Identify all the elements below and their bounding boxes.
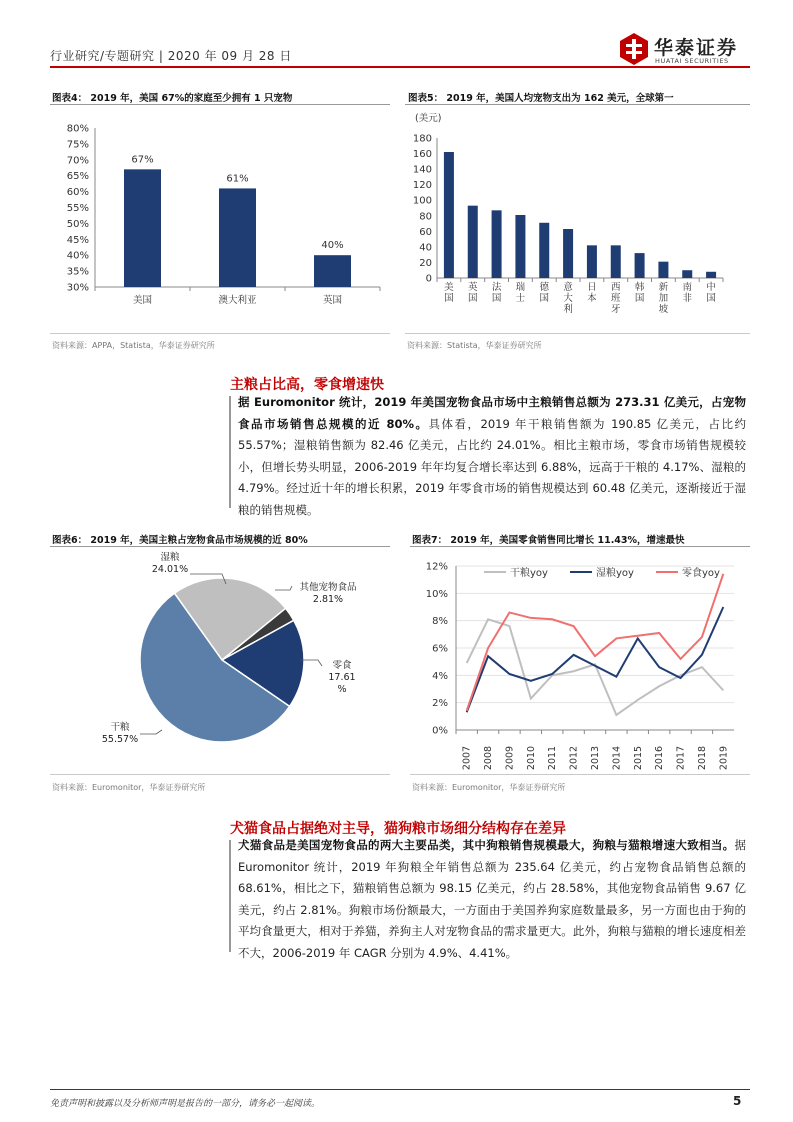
- x-tick-label: 2017: [675, 745, 687, 770]
- y-tick-label: 140: [412, 164, 432, 176]
- fig5-top-rule: [405, 104, 750, 105]
- bar: [124, 169, 161, 287]
- fig7-top-rule: [410, 546, 750, 547]
- bar: [539, 223, 549, 278]
- section2-lead: 犬猫食品是美国宠物食品的两大主要品类，其中狗粮销售规模最大，狗粮与猫粮增速大致相当。: [238, 838, 735, 852]
- y-tick-label: 160: [412, 149, 432, 161]
- header-separator: |: [158, 49, 168, 63]
- brand-name-en: HUATAI SECURITIES: [655, 57, 729, 65]
- legend-label: 湿粮yoy: [596, 568, 634, 579]
- x-tick-label: 2008: [483, 745, 495, 770]
- x-tick-label: 2012: [568, 745, 580, 770]
- bar: [492, 210, 502, 278]
- y-tick-label: 80%: [66, 123, 89, 135]
- fig4-top-rule: [50, 104, 390, 105]
- y-tick-label: 100: [412, 195, 432, 207]
- y-tick-label: 10%: [425, 588, 448, 600]
- bar: [444, 152, 454, 278]
- fig5-source: 资料来源：Statista，华泰证券研究所: [407, 341, 542, 350]
- brand-logo: [620, 33, 750, 69]
- series-line: [467, 619, 724, 715]
- x-tick-label: 中国: [706, 282, 716, 304]
- bar: [515, 215, 525, 278]
- x-tick-label: 日本: [587, 282, 597, 304]
- fig4-chart: [50, 110, 390, 328]
- bar: [706, 272, 716, 278]
- y-tick-label: 50%: [66, 218, 89, 230]
- pie-label-wet: 湿粮 24.01%: [151, 552, 189, 575]
- bar: [468, 206, 478, 278]
- y-tick-label: 12%: [425, 561, 448, 573]
- footer-divider: [50, 1089, 750, 1090]
- bar: [611, 245, 621, 278]
- section2-side-bar: [229, 840, 231, 952]
- y-tick-label: 6%: [432, 643, 448, 655]
- x-tick-label: 2014: [611, 745, 623, 770]
- series-line: [467, 574, 724, 711]
- data-label: 67%: [131, 154, 154, 166]
- x-tick-label: 2016: [654, 745, 666, 770]
- y-tick-label: 0%: [432, 725, 448, 737]
- fig7-source: 资料来源：Euromonitor，华泰证券研究所: [412, 783, 566, 792]
- x-tick-label: 2007: [461, 745, 473, 770]
- section1-side-bar: [229, 396, 231, 508]
- x-tick-label: 法国: [491, 282, 502, 304]
- huatai-logo-icon: [620, 33, 648, 65]
- y-tick-label: 0: [425, 273, 432, 285]
- bar: [563, 229, 573, 278]
- bar: [314, 255, 351, 287]
- fig7-title: 图表7： 2019 年，美国零食销售同比增长 11.43%，增速最快: [412, 535, 685, 546]
- fig6-bottom-rule: [50, 774, 390, 775]
- pie-label-snack: 零食 17.61 %: [328, 660, 356, 695]
- x-tick-label: 德国: [539, 282, 550, 304]
- header-divider: [50, 66, 750, 68]
- y-tick-label: 4%: [432, 670, 448, 682]
- bar: [682, 270, 692, 278]
- section1-heading: 主粮占比高，零食增速快: [230, 377, 384, 393]
- y-tick-label: 8%: [432, 616, 448, 628]
- breadcrumb: 行业研究/专题研究: [50, 49, 155, 63]
- fig4-source: 资料来源：APPA，Statista，华泰证券研究所: [52, 341, 215, 350]
- footer-disclaimer: 免责声明和披露以及分析师声明是报告的一部分，请务必一起阅读。: [50, 1099, 321, 1109]
- fig6-source: 资料来源：Euromonitor，华泰证券研究所: [52, 783, 206, 792]
- section2-paragraph: [238, 835, 746, 964]
- y-tick-label: 70%: [66, 155, 89, 167]
- y-tick-label: 80: [419, 211, 432, 223]
- y-tick-label: 30%: [66, 282, 89, 294]
- fig5-bottom-rule: [405, 333, 750, 334]
- data-label: 40%: [321, 240, 344, 252]
- fig6-title: 图表6： 2019 年，美国主粮占宠物食品市场规模的近 80%: [52, 535, 308, 546]
- x-tick-label: 瑞士: [515, 282, 526, 304]
- leader-line: [140, 730, 162, 734]
- fig6-chart: [50, 548, 390, 770]
- fig4-title: 图表4： 2019 年，美国 67%的家庭至少拥有 1 只宠物: [52, 93, 293, 104]
- fig5-title: 图表5： 2019 年，美国人均宠物支出为 162 美元，全球第一: [408, 93, 674, 104]
- x-tick-label: 英国: [322, 295, 343, 306]
- y-tick-label: 2%: [432, 698, 448, 710]
- x-tick-label: 西班牙: [610, 282, 621, 315]
- section1-paragraph: [238, 392, 746, 521]
- x-tick-label: 2013: [590, 745, 601, 770]
- x-tick-label: 2010: [525, 745, 537, 770]
- x-tick-label: 美国: [444, 282, 454, 304]
- bar: [658, 262, 668, 278]
- y-tick-label: 55%: [66, 203, 89, 214]
- legend-label: 零食yoy: [682, 568, 720, 579]
- x-tick-label: 2009: [504, 745, 516, 770]
- fig5-chart: [405, 110, 750, 332]
- x-tick-label: 澳大利亚: [218, 295, 257, 306]
- header-breadcrumb-line: [50, 47, 292, 64]
- section1-lead: 据 Euromonitor 统计，2019 年美国宠物食品市场中主粮销售总额为 273.31 亿美元，占宠物食品市场销售总规模的近 80%。: [238, 395, 746, 431]
- y-tick-label: 40: [419, 242, 432, 254]
- y-tick-label: 35%: [66, 266, 89, 278]
- bar: [219, 188, 256, 287]
- y-tick-label: 60%: [66, 187, 89, 199]
- page-number: 5: [733, 1094, 742, 1108]
- bar: [635, 253, 645, 278]
- section2-body: 据 Euromonitor 统计，2019 年狗粮全年销售总额为 235.64 亿美元，约占宠物食品销售总额的 68.61%，相比之下，猫粮销售总额为 98.15 亿美元，约占 28.58%，其他宠物食品销售 9.67 亿美元，约占 2.81%。狗粮市场份额最大，一方面由于美国养狗家庭数量最多，另一方面也由于狗的平均食量更大，相对于养猫，养狗主人对宠物食品的需求量更大。此外，狗粮与猫粮的增长速度相差不大，2006-2019 年 CAGR 分别为 4.9%、4.41%。: [238, 838, 746, 960]
- brand-name-cn: 华泰证券: [654, 37, 739, 59]
- data-label: 61%: [226, 173, 249, 185]
- x-tick-label: 南非: [682, 282, 693, 304]
- legend-label: 干粮yoy: [510, 568, 548, 579]
- fig4-bottom-rule: [50, 333, 390, 334]
- x-tick-label: 韩国: [634, 282, 645, 304]
- section1-body: 具体看，2019 年干粮销售额为 190.85 亿美元，占比约 55.57%；湿粮销售额为 82.46 亿美元，占比约 24.01%。相比主粮市场，零食市场销售规模较小，但增长势头明显，2006-2019 年年均复合增长率达到 6.88%，远高于干粮的 4.17%、湿粮的 4.79%。经过近十年的增长积累，2019 年零食市场的销售规模达到 60.48 亿美元，逐渐接近于湿粮的销售规模。: [238, 416, 746, 517]
- y-tick-label: 45%: [66, 234, 89, 246]
- y-tick-label: 180: [412, 133, 432, 145]
- x-tick-label: 意大利: [563, 282, 573, 315]
- y-tick-label: 75%: [66, 139, 89, 151]
- y-tick-label: 20: [419, 257, 432, 269]
- y-tick-label: 65%: [66, 171, 89, 183]
- y-tick-label: 60: [419, 226, 432, 238]
- pie-label-other: 其他宠物食品 2.81%: [299, 582, 357, 605]
- x-tick-label: 2011: [547, 745, 559, 770]
- x-tick-label: 2018: [696, 745, 708, 770]
- report-date: 2020 年 09 月 28 日: [167, 49, 292, 63]
- x-tick-label: 英国: [467, 282, 478, 304]
- x-tick-label: 新加坡: [658, 282, 669, 315]
- fig7-chart: [410, 552, 750, 770]
- y-axis-unit: (美元): [415, 113, 442, 124]
- pie-label-dry: 干粮 55.57%: [101, 722, 139, 745]
- section2-heading: 犬猫食品占据绝对主导，猫狗粮市场细分结构存在差异: [230, 821, 566, 837]
- fig6-top-rule: [50, 546, 390, 547]
- bar: [587, 245, 597, 278]
- leader-line: [275, 586, 292, 590]
- y-tick-label: 40%: [66, 250, 89, 262]
- y-tick-label: 120: [412, 180, 432, 192]
- series-line: [467, 607, 724, 712]
- x-tick-label: 2015: [632, 745, 644, 770]
- x-tick-label: 美国: [132, 295, 153, 306]
- x-tick-label: 2019: [718, 745, 730, 770]
- fig7-bottom-rule: [410, 774, 750, 775]
